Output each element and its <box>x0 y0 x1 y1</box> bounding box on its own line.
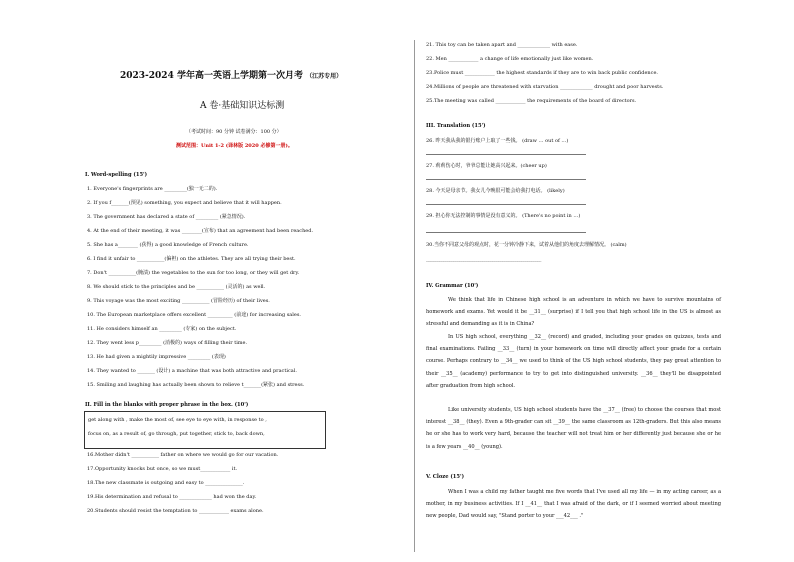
question-item: 26. 昨天我从我的银行账户上取了一些钱。 (draw … out of …) <box>426 138 569 144</box>
section-heading: III. Translation (15') <box>426 123 486 129</box>
question-item: 7. Don't ___________(腌渍) the vegetables to the sun for too long, or they will get dry. <box>87 270 300 276</box>
phrase-box <box>84 411 326 449</box>
answer-dash-line: ___________________________________________________________ <box>426 257 542 262</box>
question-item: 27. 莉莉伤心时，爷爷总能让她高兴起来。(cheer up) <box>426 163 547 169</box>
question-item: 11. He considers himself an _________ (专家) on the subject. <box>87 326 237 332</box>
question-item: 9. This voyage was the most exciting ___________ (冒险经历) of their lives. <box>87 298 270 304</box>
question-item: 22. Men ____________ a change of life emotionally just like women. <box>426 56 594 62</box>
section-heading: IV. Grammar (10') <box>426 283 479 289</box>
question-item: 14. They wanted to _______ (设计) a machine that was both attractive and practical. <box>87 368 297 374</box>
grammar-paragraph: In US high school, everything __32__ (record) and graded, including your grades on quizzes, tests and final examinations. Failing __33__ (turn) in your homework on time will directly affect your grade for a certain course. Perhaps contrary to __34__ we used to think of the US high school students, they pay great attention to their __35__ (academy) performance to try to get into distinguished university. __36__ they'll be disappointed after graduation from high school. <box>426 334 721 389</box>
question-item: 5. She has a________ (获得) a good knowledge of French culture. <box>87 242 249 248</box>
grammar-paragraph: We think that life in Chinese high school is an adventure in which we have to survive mountains of homework and exams. Yet would it be __31__ (surprise) if I tell you that high school life in the US is almost as stressful and demanding as it is in China? <box>426 297 721 328</box>
question-item: 1. Everyone's fingerprints are _________(独一无二的). <box>87 186 218 192</box>
section-heading: I. Word-spelling (15') <box>85 172 148 178</box>
left-column <box>82 0 407 562</box>
question-item: 23.Police must ____________ the highest standards if they are to win back public confidence. <box>426 70 658 76</box>
question-item: 24.Millions of people are threatened with starvation _____________ drought and poor harvests. <box>426 84 664 90</box>
phrase-box-line: focus on, as a result of, go through, put together, stick to, back down, <box>88 431 265 437</box>
question-item: 2. If you f_______(预见) something, you expect and believe that it will happen. <box>87 200 282 206</box>
test-scope: 测试范围：Unit 1-2 (译林版 2020 必修第一册)。 <box>176 143 293 149</box>
question-item: 10. The European marketplace offers excellent __________ (前途) for increasing sales. <box>87 312 301 318</box>
question-item: 13. He had given a mightily impressive _________ (表现) <box>87 354 226 360</box>
question-item: 30.当你不同意父母的观点时，花一分钟冷静下来，试着从他们的角度去理解情况。 (calm) <box>426 242 627 248</box>
question-item: 3. The government has declared a state of _________ (紧急情况). <box>87 214 246 220</box>
column-divider <box>414 40 415 552</box>
right-column <box>423 0 723 562</box>
grammar-paragraph: Like university students, US high school students have the __37__ (free) to choose the courses that most interest __38__ (they). Even a 9th-grader can sit __39__ the same classroom as 12th-graders. But this also means he or she has to work very hard, because the teacher will not treat him or her differently just because she or he is a few years __40__ (young). <box>426 407 721 450</box>
exam-subtitle: A 卷·基础知识达标测 <box>200 101 285 111</box>
answer-line <box>426 204 586 205</box>
section-heading: II. Fill in the blanks with proper phrase in the box. (10') <box>85 402 249 408</box>
question-item: 17.Opportunity knocks but once, so we must____________ it. <box>87 466 238 472</box>
answer-line <box>426 154 586 155</box>
section-heading: V. Cloze (15') <box>426 474 465 480</box>
phrase-box-line: get along with , make the most of, see eye to eye with, in response to , <box>88 417 267 423</box>
exam-title: 2023-2024 学年高一英语上学期第一次月考 （江苏专用） <box>120 71 343 81</box>
question-item: 25.The meeting was called ____________ the requirements of the board of directors. <box>426 98 637 104</box>
exam-title-tag: （江苏专用） <box>306 73 343 80</box>
question-item: 20.Students should resist the temptation to ____________ exams alone. <box>87 508 264 514</box>
question-item: 16.Mother didn't ___________ father on where we would go for our vacation. <box>87 452 279 458</box>
answer-line <box>426 232 586 233</box>
question-item: 19.His determination and refusal to _____________ had won the day. <box>87 494 257 500</box>
question-item: 8. We should stick to the principles and be ___________ (灵活的) as well. <box>87 284 266 290</box>
question-item: 18.The new classmate is outgoing and easy to _______________. <box>87 480 245 486</box>
answer-line <box>426 179 586 180</box>
question-item: 4. At the end of their meeting, it was ________(宣布) that an agreement had been reached. <box>87 228 314 234</box>
question-item: 12. They went less p_________ (消极的) ways of filling their time. <box>87 340 248 346</box>
question-item: 15. Smiling and laughing has actually been shown to relieve t_______(紧张) and stress. <box>87 382 305 388</box>
cloze-paragraph: When I was a child my father taught me five words that I've used all my life — in my acting career, as a mother, in my business activities. If I __41__ that I was afraid of the dark, or if I seemed worried about meeting new people, Dad would say, "Stand porter to your ___42___ ." <box>426 489 721 520</box>
question-item: 21. This toy can be taken apart and _____________ with ease. <box>426 42 578 48</box>
question-item: 29. 担心你无法控制的事情是没有意义的。 (There's no point in …) <box>426 213 581 219</box>
question-item: 6. I find it unfair to ___________(偏袒) on the athletes. They are all trying their best. <box>87 256 296 262</box>
exam-info: （考试时间：90 分钟 试卷满分：100 分） <box>186 129 282 135</box>
question-item: 28. 今天是母亲节。我女儿今晚很可能会给我打电话。 (likely) <box>426 188 565 194</box>
